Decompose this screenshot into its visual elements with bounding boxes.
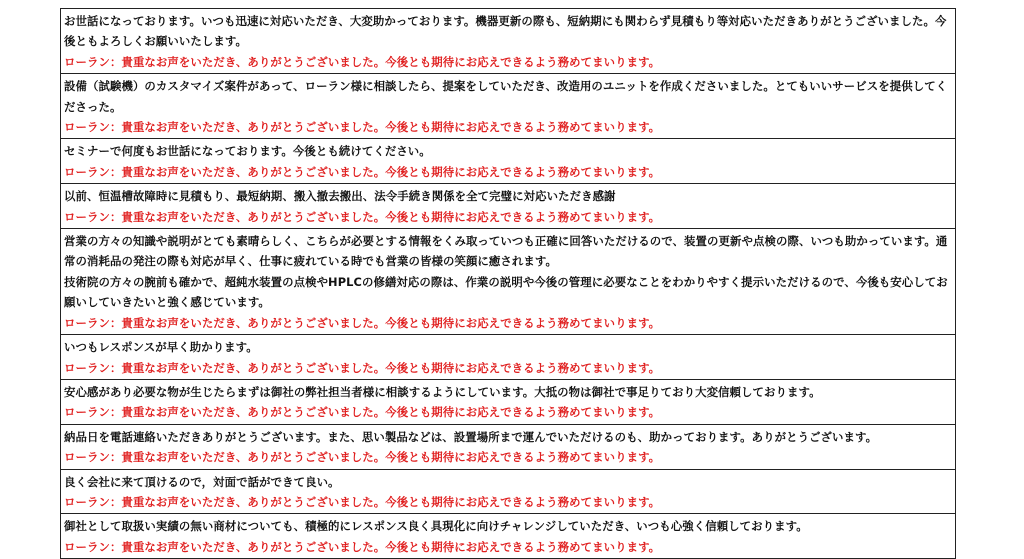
customer-comment: 営業の方々の知識や説明がとても素晴らしく、こちらが必要とする情報をくみ取っていつも正確に回答いただけるので、装置の更新や点検の際、いつも助かっています。通常の消耗品の発注の際も対応が早く、仕事に疲れている時でも営業の皆様の笑顔に癒されます。: [64, 234, 948, 269]
customer-comment: 技術院の方々の腕前も確かで、超純水装置の点検やHPLCの修繕対応の際は、作業の説明や今後の管理に必要なことをわかりやすく提示いただけるので、今後も安心してお願いしていきたいと強く感じています。: [64, 274, 948, 310]
company-reply: ローラン：貴重なお声をいただき、ありがとうございました。今後とも期待にお応えできるよう務めてまいります。: [64, 450, 661, 465]
customer-comment: 良く会社に来て頂けるので，対面で話ができて良い。: [64, 474, 340, 489]
feedback-row: [61, 380, 955, 425]
company-reply: ローラン：貴重なお声をいただき、ありがとうございました。今後とも期待にお応えできるよう務めてまいります。: [64, 209, 661, 224]
feedback-row: [61, 139, 955, 184]
feedback-row: [61, 425, 955, 470]
customer-comment: 設備（試験機）のカスタマイズ案件があって、ローラン様に相談したら、提案をしていただき、改造用のユニットを作成くださいました。とてもいいサービスを提供してくださった。: [64, 79, 948, 114]
feedback-row: [61, 470, 955, 515]
feedback-row: [61, 184, 955, 229]
feedback-row: [61, 74, 955, 139]
customer-comment: セミナーで何度もお世話になっております。今後とも続けてください。: [64, 144, 431, 159]
company-reply: ローラン：貴重なお声をいただき、ありがとうございました。今後とも期待にお応えできるよう務めてまいります。: [64, 315, 661, 330]
company-reply: ローラン：貴重なお声をいただき、ありがとうございました。今後とも期待にお応えできるよう務めてまいります。: [64, 54, 661, 69]
customer-comment: 安心感があり必要な物が生じたらまずは御社の弊社担当者様に相談するようにしています。大抵の物は御社で事足りており大変信頼しております。: [64, 384, 821, 399]
customer-comment: 納品日を電話連絡いただきありがとうございます。また、思い製品などは、設置場所まで運んでいただけるのも、助かっております。ありがとうございます。: [64, 429, 878, 444]
feedback-row: [61, 514, 955, 558]
company-reply: ローラン：貴重なお声をいただき、ありがとうございました。今後とも期待にお応えできるよう務めてまいります。: [64, 494, 661, 509]
customer-comment: 以前、恒温槽故障時に見積もり、最短納期、搬入撤去搬出、法令手続き関係を全て完璧に対応いただき感謝: [64, 189, 616, 204]
customer-comment: お世話になっております。いつも迅速に対応いただき、大変助かっております。機器更新の際も、短納期にも関わらず見積もり等対応いただきありがとうございました。今後ともよろしくお願いいたします。: [64, 14, 947, 49]
customer-comment: 御社として取扱い実績の無い商材についても、積極的にレスポンス良く具現化に向けチャレンジしていただき、いつも心強く信頼しております。: [64, 519, 808, 534]
company-reply: ローラン：貴重なお声をいただき、ありがとうございました。今後とも期待にお応えできるよう務めてまいります。: [64, 164, 661, 179]
feedback-row: [61, 229, 955, 335]
feedback-row: [61, 9, 955, 74]
feedback-table: [60, 8, 956, 559]
company-reply: ローラン：貴重なお声をいただき、ありがとうございました。今後とも期待にお応えできるよう務めてまいります。: [64, 539, 661, 554]
customer-comment: いつもレスポンスが早く助かります。: [64, 340, 258, 355]
feedback-row: [61, 335, 955, 380]
company-reply: ローラン：貴重なお声をいただき、ありがとうございました。今後とも期待にお応えできるよう務めてまいります。: [64, 405, 661, 420]
company-reply: ローラン：貴重なお声をいただき、ありがとうございました。今後とも期待にお応えできるよう務めてまいります。: [64, 120, 661, 135]
company-reply: ローラン：貴重なお声をいただき、ありがとうございました。今後とも期待にお応えできるよう務めてまいります。: [64, 360, 661, 375]
